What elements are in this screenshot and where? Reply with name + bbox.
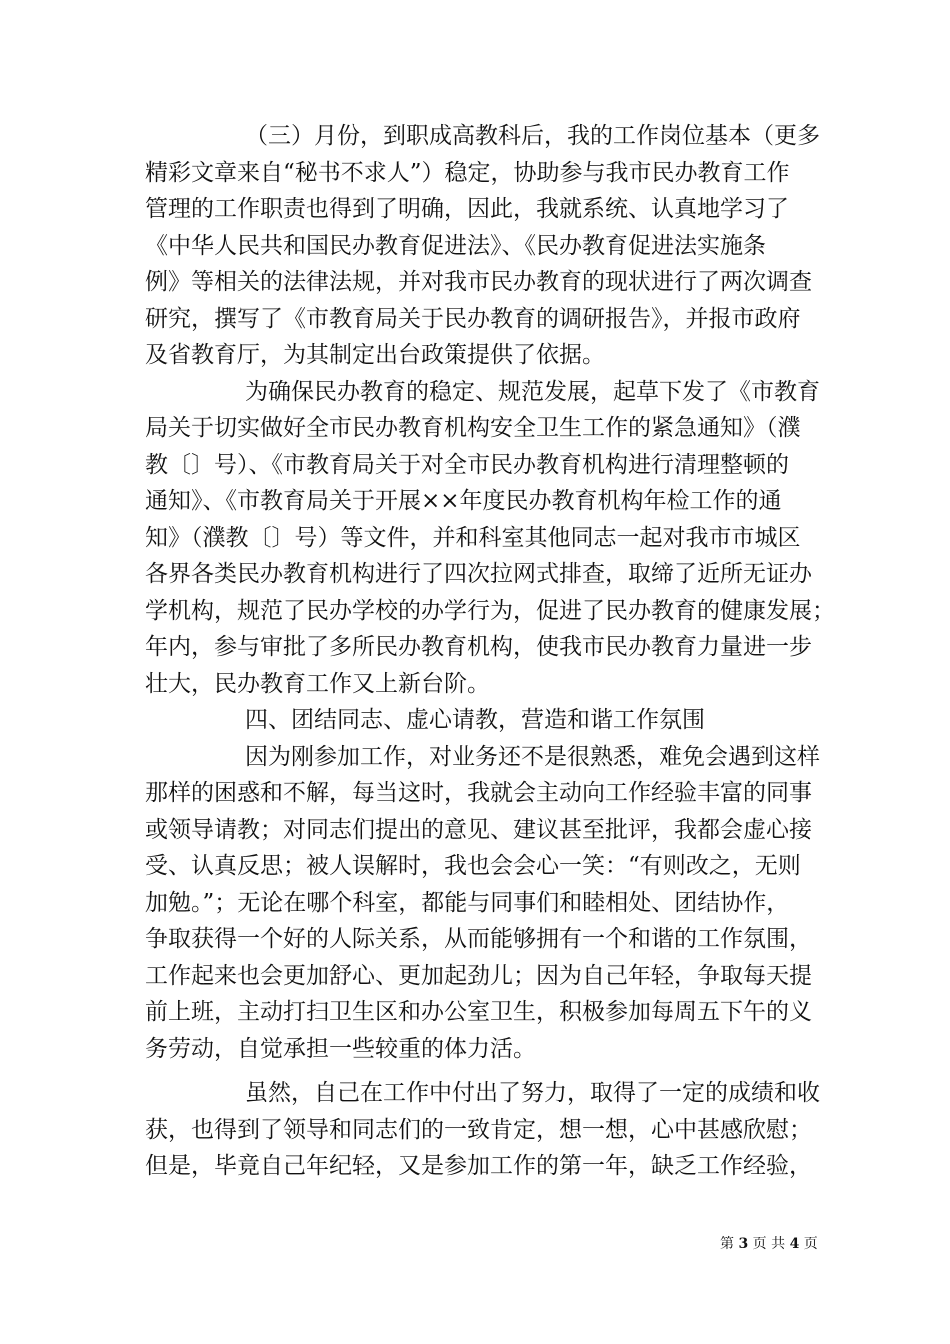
paragraph-reflection (145, 1075, 825, 1112)
page-footer (720, 1233, 818, 1253)
text-line: 那样的困惑和不解，每当这时，我就会主动向工作经验丰富的同事 (145, 780, 812, 806)
paragraph-section-three (145, 118, 825, 155)
paragraph-teamwork (145, 739, 825, 776)
text-line: 前上班，主动打扫卫生区和办公室卫生，积极参加每周五下午的义 (145, 999, 812, 1025)
text-line: 争取获得一个好的人际关系，从而能够拥有一个和谐的工作氛围， (145, 926, 812, 952)
total-page-number: 4 (789, 1236, 800, 1252)
text-line: 为确保民办教育的稳定、规范发展，起草下发了《市教育 (245, 378, 820, 405)
text-line: 学机构，规范了民办学校的办学行为，促进了民办教育的健康发展； (145, 597, 835, 624)
text-line: 加勉。”；无论在哪个科室，都能与同事们和睦相处、团结协作， (145, 889, 790, 916)
text-line: 年内，参与审批了多所民办教育机构，使我市民办教育力量进一步 (145, 634, 812, 660)
text-line: 《中华人民共和国民办教育促进法》、《民办教育促进法实施条 (145, 232, 766, 259)
text-line: （三）月份，到职成高教科后，我的工作岗位基本（更多 (245, 123, 820, 149)
footer-suffix: 页 (803, 1236, 818, 1252)
paragraph-continuation (145, 155, 825, 374)
text-line: 教〔〕号）、《市教育局关于对全市民办教育机构进行清理整顿的 (145, 451, 789, 478)
text-line: 管理的工作职责也得到了明确，因此，我就系统、认真地学习了 (145, 196, 789, 222)
current-page-number: 3 (738, 1236, 749, 1252)
text-line: 但是，毕竟自己年纪轻，又是参加工作的第一年，缺乏工作经验， (145, 1153, 812, 1179)
text-line: 受、认真反思；被人误解时，我也会会心一笑：“有则改之，无则 (145, 853, 801, 879)
text-line: 精彩文章来自“秘书不求人”）稳定，协助参与我市民办教育工作 (145, 159, 790, 186)
text-line: 研究，撰写了《市教育局关于民办教育的调研报告》，并报市政府 (145, 305, 801, 332)
document-body (145, 118, 835, 1185)
paragraph-regulation (145, 374, 825, 411)
text-line: 各界各类民办教育机构进行了四次拉网式排查，取缔了近所无证办 (145, 561, 812, 587)
text-line: 局关于切实做好全市民办教育机构安全卫生工作的紧急通知》（濮 (145, 415, 801, 441)
footer-prefix: 第 (720, 1236, 734, 1252)
text-line: 通知》、《市教育局关于开展××年度民办教育机构年检工作的通 (145, 488, 782, 514)
text-line: 虽然，自己在工作中付出了努力，取得了一定的成绩和收 (245, 1080, 820, 1106)
text-line: 知》（濮教〔〕号）等文件，并和科室其他同志一起对我市市城区 (145, 524, 801, 551)
text-line: 壮大，民办教育工作又上新台阶。 (145, 670, 490, 697)
paragraph-continuation (145, 410, 835, 702)
text-line: 获，也得到了领导和同志们的一致肯定，想一想，心中甚感欣慰； (145, 1116, 812, 1143)
heading-line: 四、团结同志、虚心请教，营造和谐工作氛围 (245, 707, 705, 733)
section-heading (145, 702, 825, 739)
text-line: 及省教育厅，为其制定出台政策提供了依据。 (145, 342, 605, 368)
text-line: 务劳动，自觉承担一些较重的体力活。 (145, 1035, 536, 1062)
footer-middle: 页 共 (752, 1236, 786, 1252)
paragraph-continuation (145, 1112, 825, 1185)
paragraph-continuation (145, 775, 825, 1067)
text-line: 工作起来也会更加舒心、更加起劲儿；因为自己年轻，争取每天提 (145, 962, 812, 989)
text-line: 因为刚参加工作，对业务还不是很熟悉，难免会遇到这样 (245, 743, 820, 770)
text-line: 例》等相关的法律法规，并对我市民办教育的现状进行了两次调查 (145, 269, 812, 295)
text-line: 或领导请教；对同志们提出的意见、建议甚至批评，我都会虚心接 (145, 816, 812, 843)
